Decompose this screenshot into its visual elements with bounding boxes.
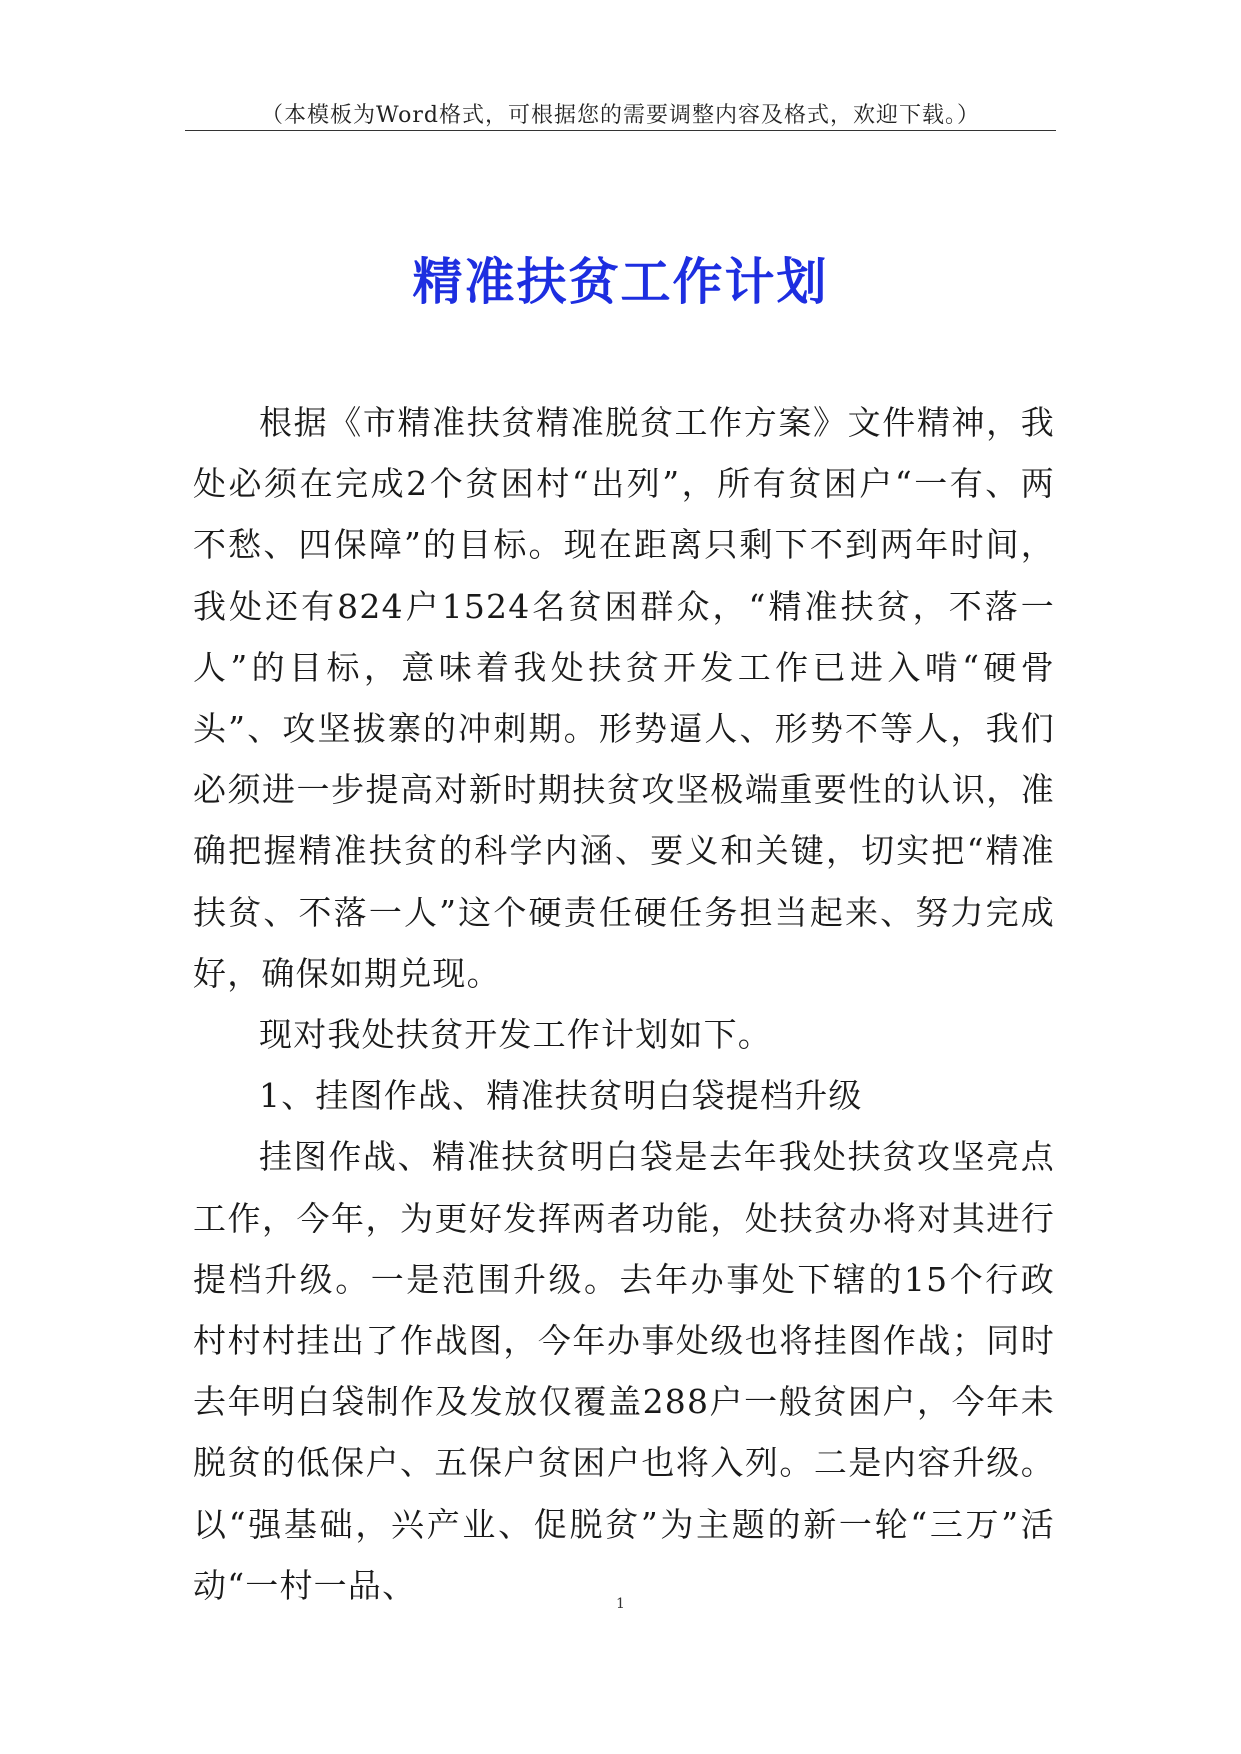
template-notice: （本模板为Word格式，可根据您的需要调整内容及格式，欢迎下载。）: [261, 103, 980, 128]
document-title: 精准扶贫工作计划: [412, 251, 829, 311]
paragraph-intro: 根据《市精准扶贫精准脱贫工作方案》文件精神，我处必须在完成2个贫困村“出列”，所有贫困户“一有、两不愁、四保障”的目标。现在距离只剩下不到两年时间，我处还有824户1524名贫困群众，“精准扶贫，不落一人”的目标，意味着我处扶贫开发工作已进入啃“硬骨头”、攻坚拔寨的冲刺期。形势逼人、形势不等人，我们必须进一步提高对新时期扶贫攻坚极端重要性的认识，准确把握精准扶贫的科学内涵、要义和关键，切实把“精准扶贫、不落一人”这个硬责任硬任务担当起来、努力完成好，确保如期兑现。: [193, 403, 1055, 993]
section-heading-1: 1、挂图作战、精准扶贫明白袋提档升级: [259, 1076, 863, 1116]
paragraph-section-1: 挂图作战、精准扶贫明白袋是去年我处扶贫攻坚亮点工作，今年，为更好发挥两者功能，处扶贫办将对其进行提档升级。一是范围升级。去年办事处下辖的15个行政村村村挂出了作战图，今年办事处级也将挂图作战；同时去年明白袋制作及发放仅覆盖288户一般贫困户，今年未脱贫的低保户、五保户贫困户也将入列。二是内容升级。以“强基础，兴产业、促脱贫”为主题的新一轮“三万”活动“一村一品、: [193, 1137, 1055, 1605]
document-body: [193, 392, 1055, 1616]
paragraph-plan-lead: 现对我处扶贫开发工作计划如下。: [259, 1015, 772, 1055]
page-number: 1: [616, 1596, 625, 1612]
header-divider: [185, 130, 1056, 131]
